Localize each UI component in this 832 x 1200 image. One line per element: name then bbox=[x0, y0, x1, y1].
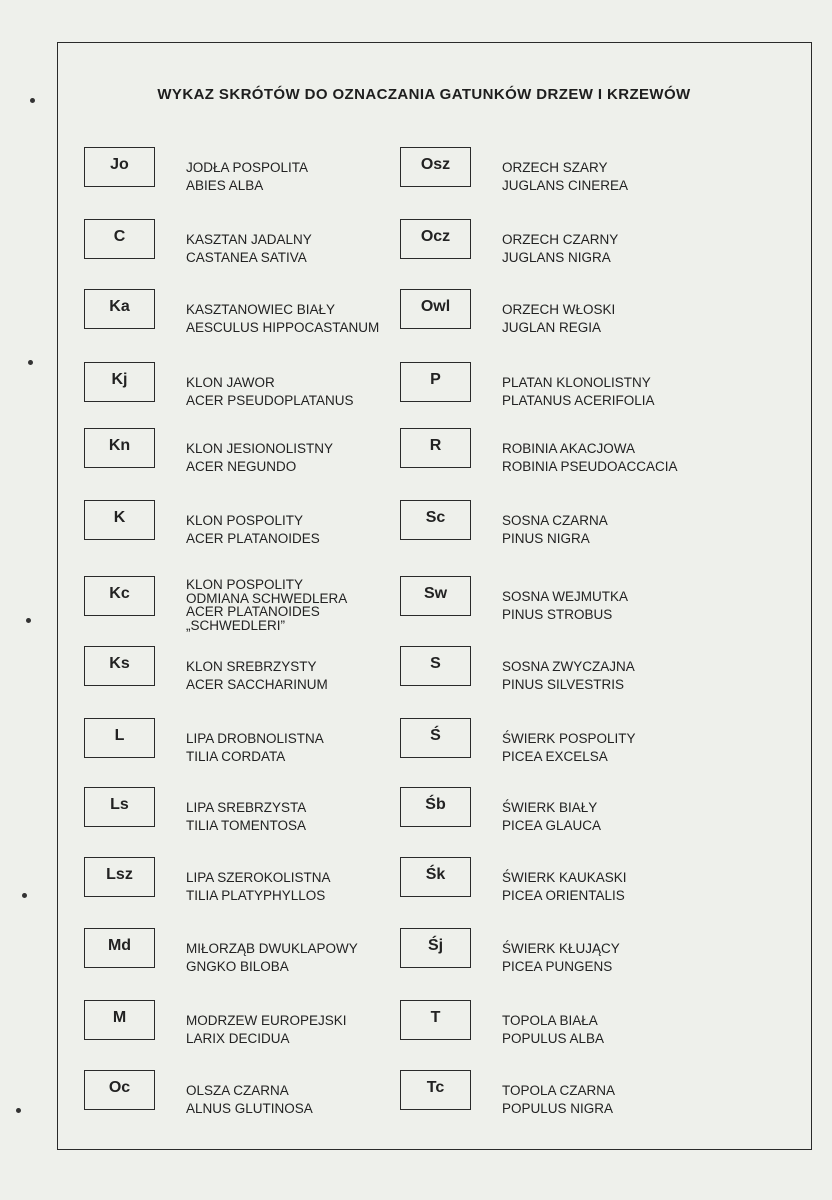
species-code: Md bbox=[84, 928, 155, 968]
polish-name: KLON POSPOLITY bbox=[186, 513, 304, 528]
name-line: PICEA PUNGENS bbox=[502, 959, 613, 974]
species-names bbox=[186, 658, 328, 694]
polish-name: MIŁORZĄB DWUKLAPOWY bbox=[186, 941, 358, 956]
polish-name: ORZECH SZARY bbox=[502, 160, 608, 175]
species-code: Ś bbox=[400, 718, 471, 758]
name-line: PINUS NIGRA bbox=[502, 531, 590, 546]
polish-name: LIPA SREBRZYSTA bbox=[186, 800, 307, 815]
polish-name: KASZTAN JADALNY bbox=[186, 232, 312, 247]
polish-name: ORZECH CZARNY bbox=[502, 232, 619, 247]
species-names bbox=[186, 730, 324, 766]
species-names bbox=[502, 940, 620, 976]
name-line: POPULUS ALBA bbox=[502, 1031, 605, 1046]
binder-mark bbox=[30, 98, 35, 103]
polish-name: KASZTANOWIEC BIAŁY bbox=[186, 302, 336, 317]
binder-mark bbox=[26, 618, 31, 623]
species-names bbox=[186, 1082, 313, 1118]
name-line: ACER NEGUNDO bbox=[186, 459, 297, 474]
polish-name: ROBINIA AKACJOWA bbox=[502, 441, 636, 456]
species-names bbox=[186, 799, 306, 835]
species-code: Sw bbox=[400, 576, 471, 616]
polish-name: ŚWIERK KAUKASKI bbox=[502, 870, 627, 885]
species-code: Owl bbox=[400, 289, 471, 329]
species-names bbox=[186, 440, 333, 476]
species-names bbox=[186, 374, 354, 410]
polish-name: ŚWIERK BIAŁY bbox=[502, 800, 598, 815]
species-names bbox=[502, 440, 678, 476]
polish-name: TOPOLA BIAŁA bbox=[502, 1013, 598, 1028]
species-code: Śk bbox=[400, 857, 471, 897]
species-code: M bbox=[84, 1000, 155, 1040]
species-code: Ks bbox=[84, 646, 155, 686]
polish-name: ORZECH WŁOSKI bbox=[502, 302, 616, 317]
name-line: PINUS SILVESTRIS bbox=[502, 677, 625, 692]
polish-name: KLON JESIONOLISTNY bbox=[186, 441, 334, 456]
name-line: „SCHWEDLERI” bbox=[186, 617, 286, 633]
species-names bbox=[502, 1012, 604, 1048]
polish-name: JODŁA POSPOLITA bbox=[186, 160, 309, 175]
species-code: Lsz bbox=[84, 857, 155, 897]
name-line: PLATANUS ACERIFOLIA bbox=[502, 393, 655, 408]
polish-name: KLON POSPOLITY bbox=[186, 577, 304, 592]
binder-mark bbox=[16, 1108, 21, 1113]
polish-name: OLSZA CZARNA bbox=[186, 1083, 289, 1098]
species-names bbox=[186, 940, 358, 976]
polish-name: SOSNA CZARNA bbox=[502, 513, 608, 528]
species-names bbox=[502, 730, 636, 766]
name-line: PICEA GLAUCA bbox=[502, 818, 602, 833]
species-names bbox=[502, 512, 608, 548]
polish-name: TOPOLA CZARNA bbox=[502, 1083, 616, 1098]
name-line: TILIA TOMENTOSA bbox=[186, 818, 307, 833]
species-names bbox=[186, 869, 331, 905]
species-names bbox=[502, 658, 635, 694]
name-line: AESCULUS HIPPOCASTANUM bbox=[186, 320, 380, 335]
species-code: P bbox=[400, 362, 471, 402]
name-line: POPULUS NIGRA bbox=[502, 1101, 614, 1116]
species-code: Kj bbox=[84, 362, 155, 402]
species-code: Jo bbox=[84, 147, 155, 187]
species-code: Ocz bbox=[400, 219, 471, 259]
polish-name: PLATAN KLONOLISTNY bbox=[502, 375, 651, 390]
species-names bbox=[502, 374, 655, 410]
name-line: PICEA EXCELSA bbox=[502, 749, 608, 764]
species-names bbox=[502, 588, 628, 624]
species-code: Sc bbox=[400, 500, 471, 540]
species-code: Kc bbox=[84, 576, 155, 616]
species-names bbox=[186, 231, 312, 267]
species-code: R bbox=[400, 428, 471, 468]
page-title: WYKAZ SKRÓTÓW DO OZNACZANIA GATUNKÓW DRZEW I KRZEWÓW bbox=[157, 86, 691, 103]
polish-name: LIPA DROBNOLISTNA bbox=[186, 731, 324, 746]
polish-name: KLON SREBRZYSTY bbox=[186, 659, 317, 674]
species-code: Ka bbox=[84, 289, 155, 329]
name-line: TILIA CORDATA bbox=[186, 749, 286, 764]
name-line: ACER PLATANOIDES bbox=[186, 604, 320, 619]
name-line: GNGKO BILOBA bbox=[186, 959, 289, 974]
name-line: TILIA PLATYPHYLLOS bbox=[186, 888, 326, 903]
species-names bbox=[186, 301, 379, 337]
name-line: ODMIANA SCHWEDLERA bbox=[186, 590, 348, 606]
name-line: JUGLANS CINEREA bbox=[502, 178, 629, 193]
species-code: Śb bbox=[400, 787, 471, 827]
polish-name: MODRZEW EUROPEJSKI bbox=[186, 1013, 347, 1028]
name-line: ACER PSEUDOPLATANUS bbox=[186, 393, 354, 408]
name-line: ABIES ALBA bbox=[186, 178, 264, 193]
binder-mark bbox=[28, 360, 33, 365]
species-code: Oc bbox=[84, 1070, 155, 1110]
species-names bbox=[186, 512, 320, 548]
species-names bbox=[186, 1012, 347, 1048]
species-code: Tc bbox=[400, 1070, 471, 1110]
species-code: Ls bbox=[84, 787, 155, 827]
polish-name: ŚWIERK KŁUJĄCY bbox=[502, 941, 620, 956]
name-line: ACER SACCHARINUM bbox=[186, 677, 328, 692]
name-line: CASTANEA SATIVA bbox=[186, 250, 307, 265]
species-names bbox=[502, 799, 601, 835]
species-names bbox=[502, 869, 627, 905]
binder-mark bbox=[22, 893, 27, 898]
name-line: ROBINIA PSEUDOACCACIA bbox=[502, 459, 678, 474]
species-names bbox=[186, 578, 347, 632]
species-names bbox=[502, 159, 628, 195]
species-code: T bbox=[400, 1000, 471, 1040]
polish-name: ŚWIERK POSPOLITY bbox=[502, 731, 636, 746]
name-line: ACER PLATANOIDES bbox=[186, 531, 320, 546]
polish-name: LIPA SZEROKOLISTNA bbox=[186, 870, 331, 885]
species-names bbox=[502, 231, 618, 267]
species-code: K bbox=[84, 500, 155, 540]
name-line: ALNUS GLUTINOSA bbox=[186, 1101, 313, 1116]
species-names bbox=[502, 301, 615, 337]
polish-name: KLON JAWOR bbox=[186, 375, 275, 390]
species-code: Śj bbox=[400, 928, 471, 968]
species-code: S bbox=[400, 646, 471, 686]
species-code: L bbox=[84, 718, 155, 758]
polish-name: SOSNA ZWYCZAJNA bbox=[502, 659, 635, 674]
name-line: LARIX DECIDUA bbox=[186, 1031, 290, 1046]
species-code: Osz bbox=[400, 147, 471, 187]
species-code: Kn bbox=[84, 428, 155, 468]
name-line: JUGLAN REGIA bbox=[502, 320, 602, 335]
species-names bbox=[502, 1082, 615, 1118]
species-code: C bbox=[84, 219, 155, 259]
name-line: PINUS STROBUS bbox=[502, 607, 613, 622]
name-line: JUGLANS NIGRA bbox=[502, 250, 611, 265]
name-line: PICEA ORIENTALIS bbox=[502, 888, 625, 903]
species-names bbox=[186, 159, 308, 195]
polish-name: SOSNA WEJMUTKA bbox=[502, 589, 629, 604]
